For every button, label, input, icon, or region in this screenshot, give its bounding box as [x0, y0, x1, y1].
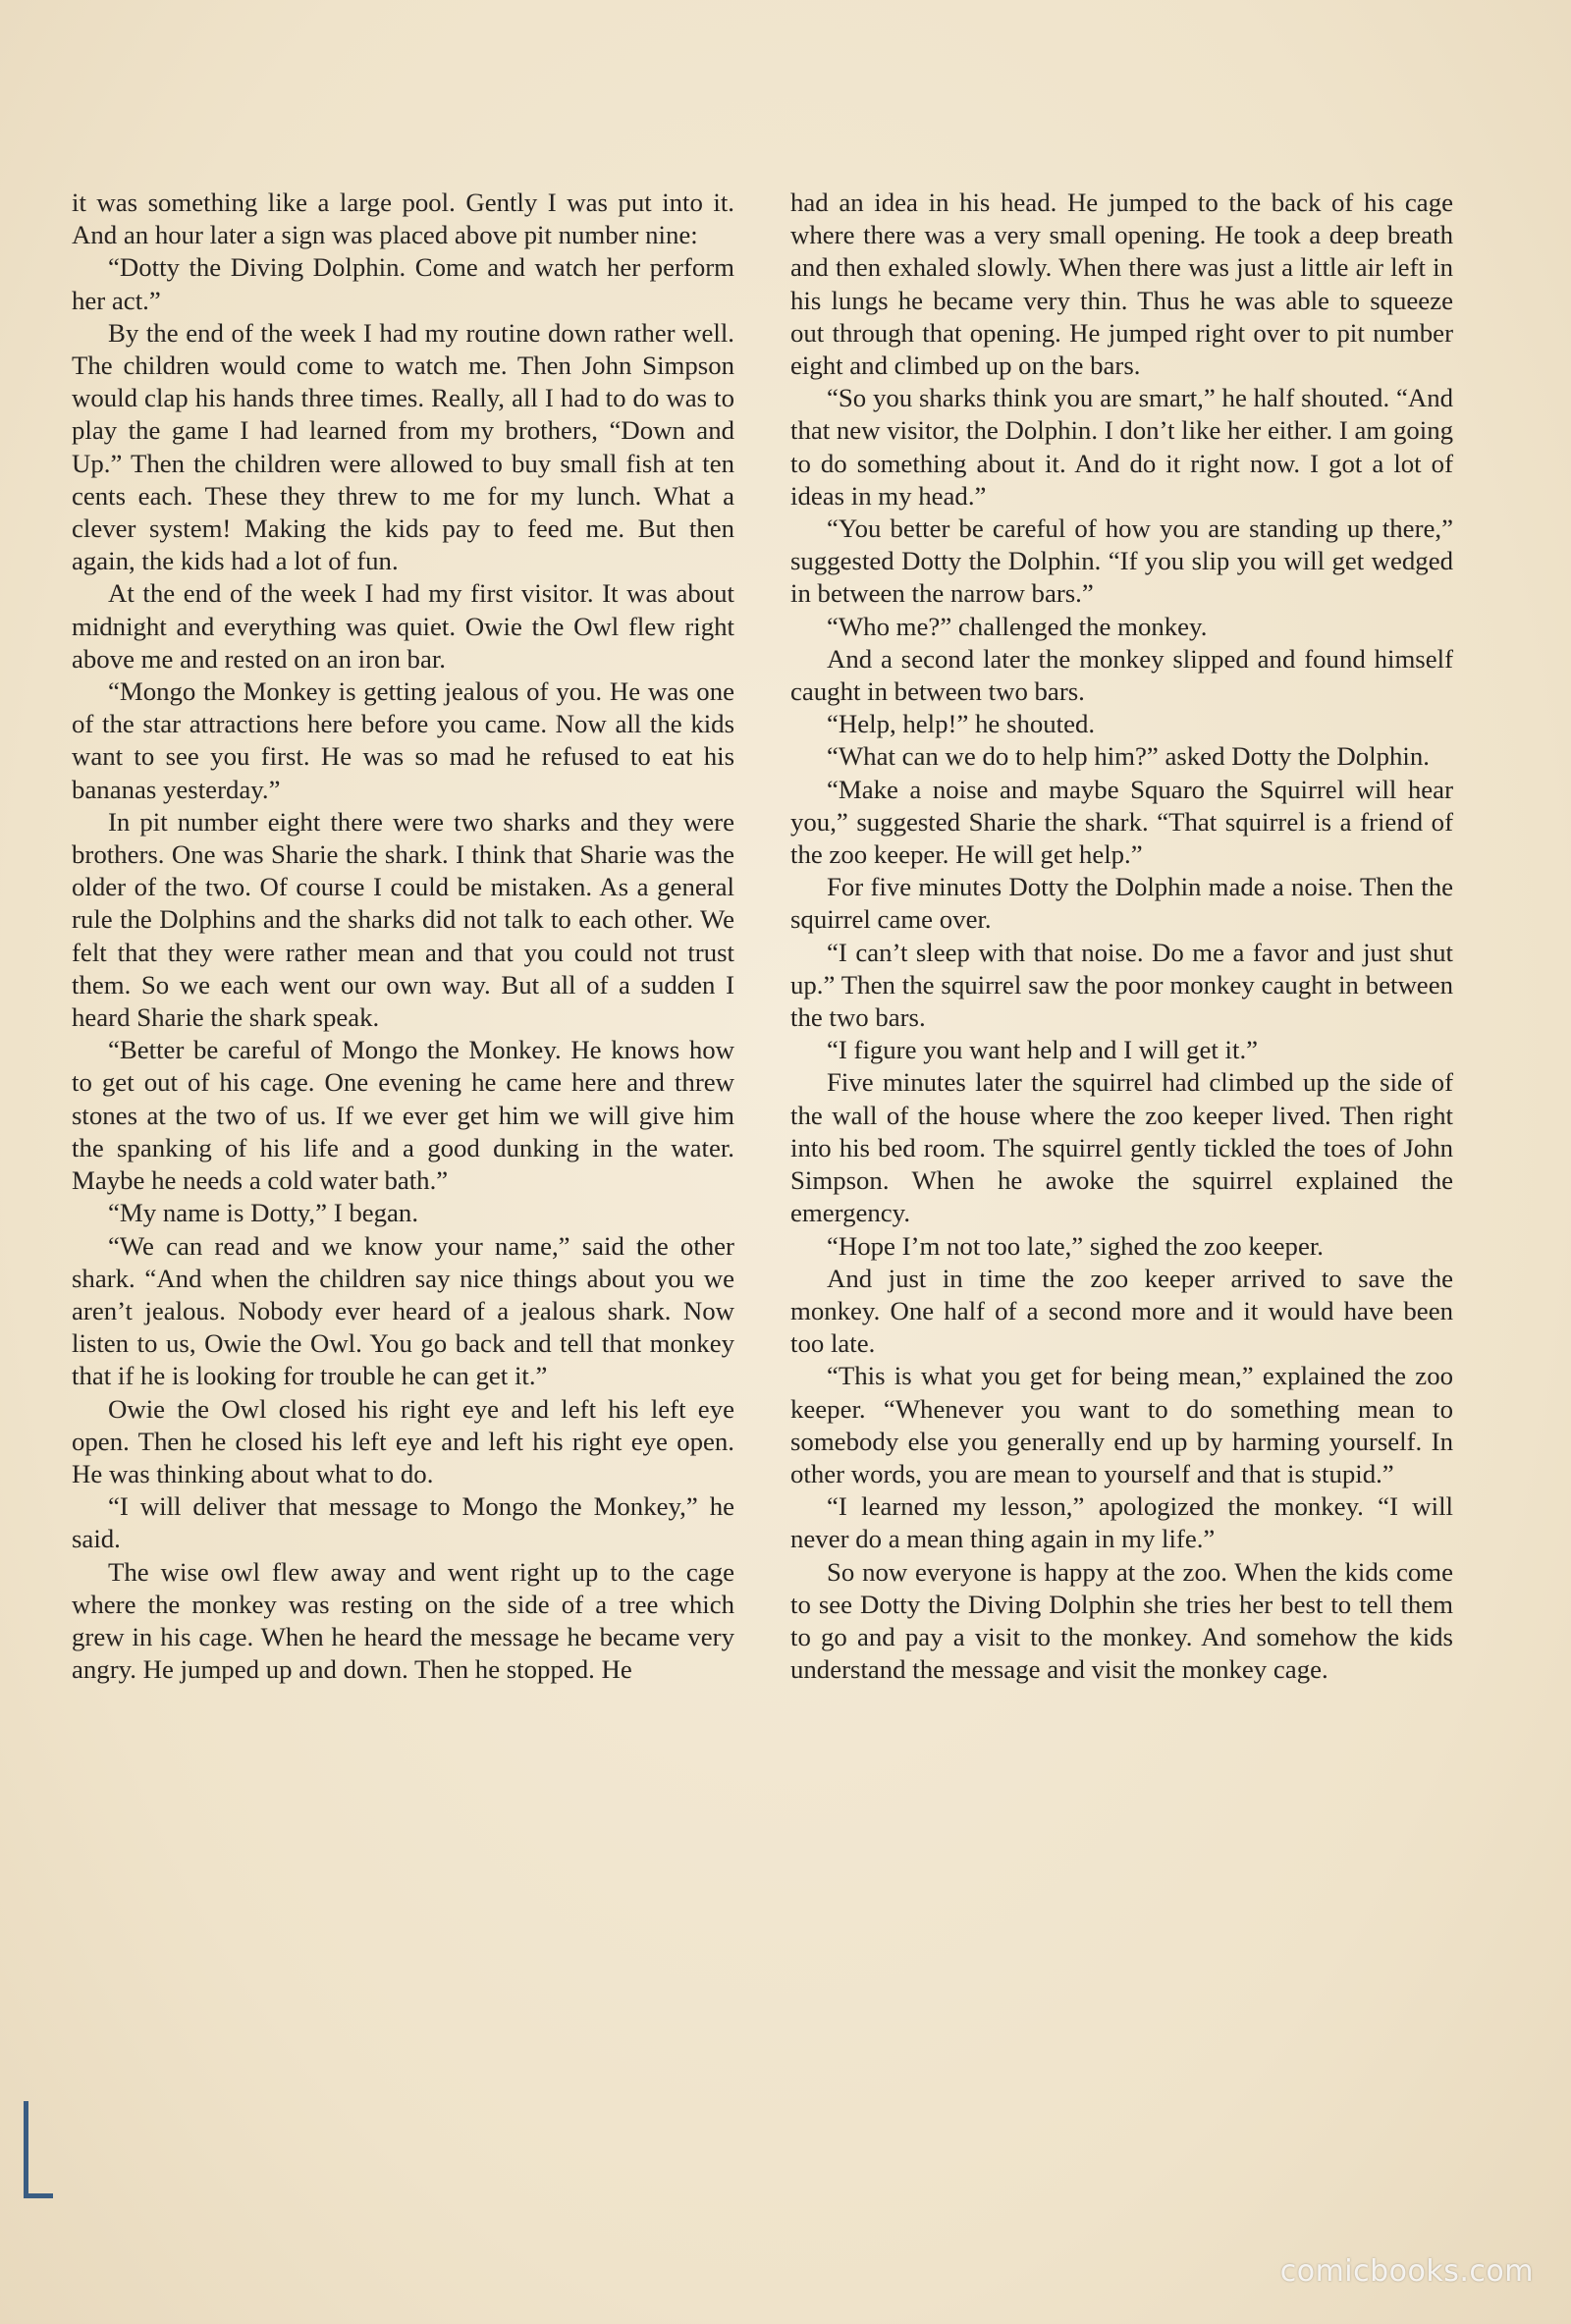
- paragraph: “I can’t sleep with that noise. Do me a favor and just shut up.” Then the squirrel saw the poor monkey caught in between the two bars.: [790, 937, 1453, 1033]
- paragraph: “Make a noise and maybe Squaro the Squirrel will hear you,” suggested Sharie the shark. “That squirrel is a friend of the zoo keeper. He will get help.”: [790, 774, 1453, 870]
- paragraph: “Dotty the Diving Dolphin. Come and watch her perform her act.”: [72, 252, 734, 315]
- paragraph: “We can read and we know your name,” said the other shark. “And when the children say nice things about you we aren’t jealous. Nobody ever heard of a jealous shark. Now listen to us, Owie the Owl. You go back and tell that monkey that if he is looking for trouble he can get it.”: [72, 1230, 734, 1391]
- paragraph: For five minutes Dotty the Dolphin made a noise. Then the squirrel came over.: [790, 872, 1453, 935]
- paragraph: “Who me?” challenged the monkey.: [827, 611, 1208, 641]
- right-text-column: [790, 187, 1453, 1686]
- paragraph: “Help, help!” he shouted.: [827, 709, 1096, 739]
- left-text-column: [72, 187, 734, 1686]
- paragraph: Five minutes later the squirrel had climbed up the side of the wall of the house where the zoo keeper lived. Then right into his bed room. The squirrel gently tickled the toes of John Simpson. When he awoke the squirrel explained the emergency.: [790, 1067, 1453, 1228]
- paragraph: had an idea in his head. He jumped to the back of his cage where there was a very small opening. He took a deep breath and then exhaled slowly. When there was just a little air left in his lungs he became very thin. Thus he was able to squeeze out through that opening. He jumped right over to pit number eight and climbed up on the bars.: [790, 188, 1453, 381]
- paragraph: it was something like a large pool. Gently I was put into it. And an hour later a sign was placed above pit number nine:: [72, 188, 734, 250]
- paragraph: “I will deliver that message to Mongo the Monkey,” he said.: [72, 1491, 734, 1554]
- paragraph: “You better be careful of how you are standing up there,” suggested Dotty the Dolphin. “If you slip you will get wedged in between the narrow bars.”: [790, 513, 1453, 609]
- paragraph: “I learned my lesson,” apologized the monkey. “I will never do a mean thing again in my life.”: [790, 1491, 1453, 1554]
- site-watermark: comicbooks.com: [1279, 2254, 1534, 2289]
- paragraph: “Hope I’m not too late,” sighed the zoo keeper.: [827, 1230, 1324, 1261]
- paragraph: “This is what you get for being mean,” explained the zoo keeper. “Whenever you want to do something mean to somebody else you generally end up by harming yourself. In other words, you are mean to yourself and that is stupid.”: [790, 1361, 1453, 1488]
- paragraph: At the end of the week I had my first visitor. It was about midnight and everything was quiet. Owie the Owl flew right above me and rested on an iron bar.: [72, 578, 734, 674]
- paragraph: Owie the Owl closed his right eye and left his left eye open. Then he closed his left eye and left his right eye open. He was thinking about what to do.: [72, 1393, 734, 1488]
- paragraph: And a second later the monkey slipped and found himself caught in between two bars.: [790, 643, 1453, 707]
- paragraph: “What can we do to help him?” asked Dotty the Dolphin.: [827, 741, 1430, 772]
- paragraph: So now everyone is happy at the zoo. When the kids come to see Dotty the Diving Dolphin she tries her best to tell them to go and pay a visit to the monkey. And somehow the kids understand the message and visit the monkey cage.: [790, 1556, 1453, 1685]
- paragraph: And just in time the zoo keeper arrived to save the monkey. One half of a second more and it would have been too late.: [790, 1263, 1453, 1359]
- paragraph: “So you sharks think you are smart,” he half shouted. “And that new visitor, the Dolphin. I don’t like her either. I am going to do something about it. And do it right now. I got a lot of ideas in my head.”: [790, 383, 1453, 511]
- paragraph: “I figure you want help and I will get it.”: [827, 1035, 1259, 1065]
- paragraph: The wise owl flew away and went right up to the cage where the monkey was resting on the side of a tree which grew in his cage. When he heard the message he became very angry. He jumped up and down. Then he stopped. He: [72, 1556, 734, 1685]
- paragraph: “Mongo the Monkey is getting jealous of you. He was one of the star attractions here before you came. Now all the kids want to see you first. He was so mad he refused to eat his bananas yesterday.”: [72, 676, 734, 804]
- paragraph: “My name is Dotty,” I began.: [108, 1198, 419, 1228]
- paragraph: “Better be careful of Mongo the Monkey. He knows how to get out of his cage. One evening he came here and threw stones at the two of us. If we ever get him we will give him the spanking of his life and a good dunking in the water. Maybe he needs a cold water bath.”: [72, 1035, 734, 1196]
- margin-mark: [24, 2101, 28, 2195]
- paragraph: By the end of the week I had my routine down rather well. The children would come to watch me. Then John Simpson would clap his hands three times. Really, all I had to do was to play the game I had learned from my brothers, “Down and Up.” Then the children were allowed to buy small fish at ten cents each. These they threw to me for my lunch. What a clever system! Making the kids pay to feed me. But then again, the kids had a lot of fun.: [72, 317, 734, 576]
- paragraph: In pit number eight there were two sharks and they were brothers. One was Sharie the shark. I think that Sharie was the older of the two. Of course I could be mistaken. As a general rule the Dolphins and the sharks did not talk to each other. We felt that they were rather mean and that you could not trust them. So we each went our own way. But all of a sudden I heard Sharie the shark speak.: [72, 806, 734, 1033]
- margin-mark-foot: [24, 2193, 53, 2198]
